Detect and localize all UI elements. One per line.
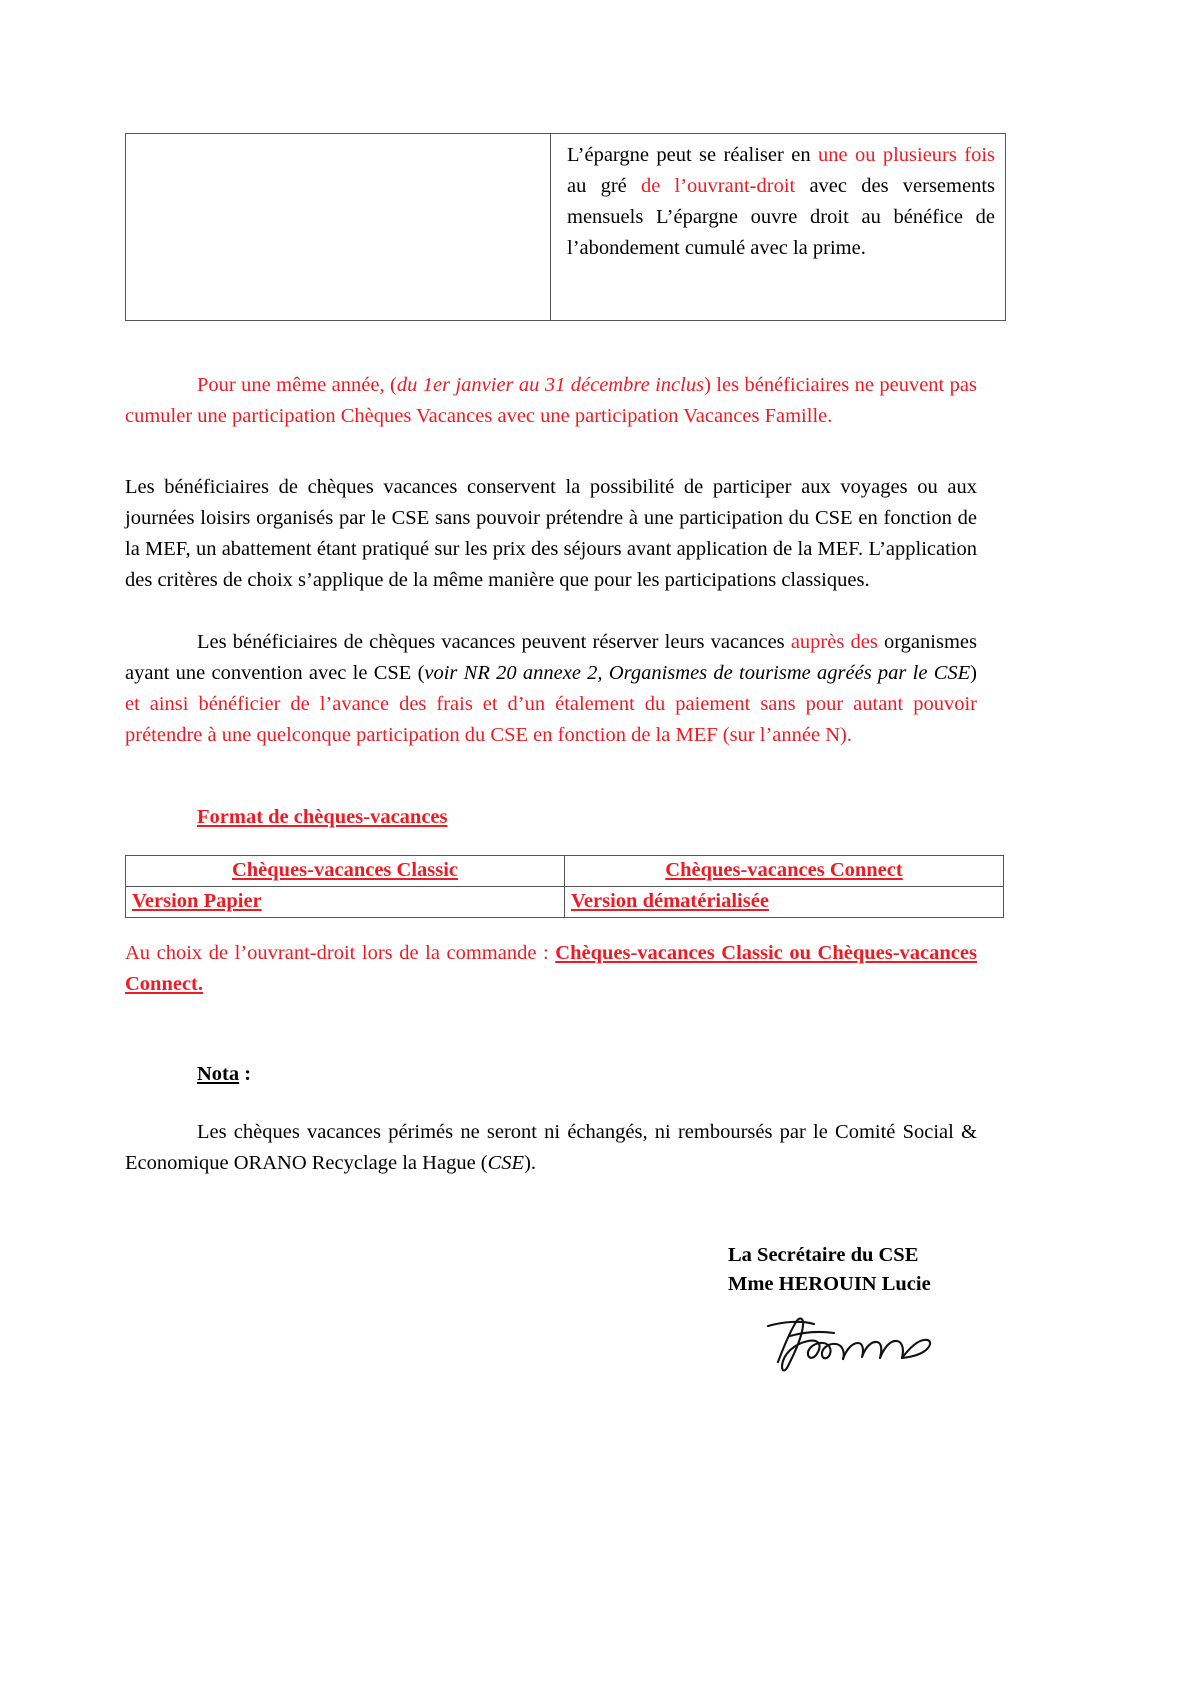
epargne-table-left-cell [126, 134, 551, 321]
format-table [125, 855, 1004, 918]
epargne-cell-paragraph [567, 140, 995, 265]
epargne-seg-4: de l’ouvrant-droit [640, 175, 796, 198]
epargne-seg-3: au gré [567, 175, 641, 198]
table-row [126, 134, 1006, 321]
nota-body-a: Les chèques vacances périmés ne seront ni échangés, ni remboursés par le Comité Social & Economique ORANO Recyclage la Hague ( [125, 1121, 977, 1175]
p3-part-f: et ainsi bénéficier de l’avance des frais et d’un étalement du paiement sans pour autant pouvoir prétendre à une quelconque participation du CSE en fonction de la MEF (sur l’année N). [125, 693, 977, 747]
handwritten-signature-icon [760, 1310, 940, 1380]
nota-label [197, 1063, 251, 1086]
paragraph-reservation-organismes [125, 627, 977, 752]
p3-part-c: organismes ayant une convention avec le CSE ( [125, 631, 977, 685]
nota-word: Nota [197, 1063, 240, 1085]
p3-part-b: auprès des [790, 631, 878, 653]
format-header-classic-label: Chèques-vacances Classic [231, 859, 459, 881]
version-dematerialisee-label: Version dématérialisée [571, 890, 769, 912]
page-title-format-cheques-vacances: Format de chèques-vacances [197, 806, 448, 828]
p1-part-a: Pour une même année, ( [197, 374, 397, 396]
table-row [126, 887, 1004, 918]
epargne-seg-2: une ou plusieurs fois [817, 144, 995, 166]
format-table-header-connect [565, 856, 1004, 887]
format-header-connect-label: Chèques-vacances Connect [665, 859, 903, 881]
signature-block [728, 1241, 931, 1299]
choice-part-a: Au choix de l’ouvrant-droit lors de la commande : [125, 942, 556, 964]
epargne-seg-5: avec des versements mensuels L’épargne ouvre droit au bénéfice de l’abondement cumulé avec la prime. [567, 175, 995, 260]
signature-name: Mme HEROUIN Lucie [728, 1273, 931, 1296]
p1-part-dates: du 1er janvier au 31 décembre inclus [396, 374, 705, 396]
epargne-table [125, 133, 1006, 321]
epargne-seg-1: L’épargne peut se réaliser en [567, 144, 818, 166]
paragraph-au-choix [125, 938, 977, 1000]
p1-part-c: ) les bénéficiaires ne peuvent pas cumuler une participation Chèques Vacances avec une participation Vacances Famille. [125, 374, 977, 428]
choice-part-b-options: Chèques-vacances Classic ou Chèques-vacances Connect. [125, 942, 977, 996]
format-table-header-classic [126, 856, 565, 887]
p2-text: Les bénéficiaires de chèques vacances conservent la possibilité de participer aux voyages ou aux journées loisirs organisés par le CSE sans pouvoir prétendre à une participation du CSE en fonction de la MEF, un abattement étant pratiqué sur les prix des séjours avant application de la MEF. L’application des critères de choix s’applique de la même manière que pour les participations classiques. [125, 476, 977, 592]
paragraph-cumul-interdit [125, 370, 977, 432]
nota-body-cse: CSE [487, 1152, 525, 1175]
p3-part-d-reference: voir NR 20 annexe 2, Organismes de tourisme agréés par le CSE [424, 662, 971, 685]
nota-colon: : [239, 1063, 252, 1085]
signature-role: La Secrétaire du CSE [728, 1244, 919, 1266]
p3-part-a: Les bénéficiaires de chèques vacances peuvent réserver leurs vacances [197, 631, 791, 653]
format-table-cell-version-dematerialisee [565, 887, 1004, 918]
version-papier-label: Version Papier [132, 890, 262, 912]
epargne-table-right-cell [551, 134, 1006, 321]
p3-part-e: ) [970, 662, 977, 685]
table-row-header [126, 856, 1004, 887]
paragraph-nota-body [125, 1117, 977, 1179]
nota-body-c: ). [524, 1152, 537, 1175]
paragraph-voyages-loisirs [125, 472, 977, 597]
format-table-cell-version-papier [126, 887, 565, 918]
